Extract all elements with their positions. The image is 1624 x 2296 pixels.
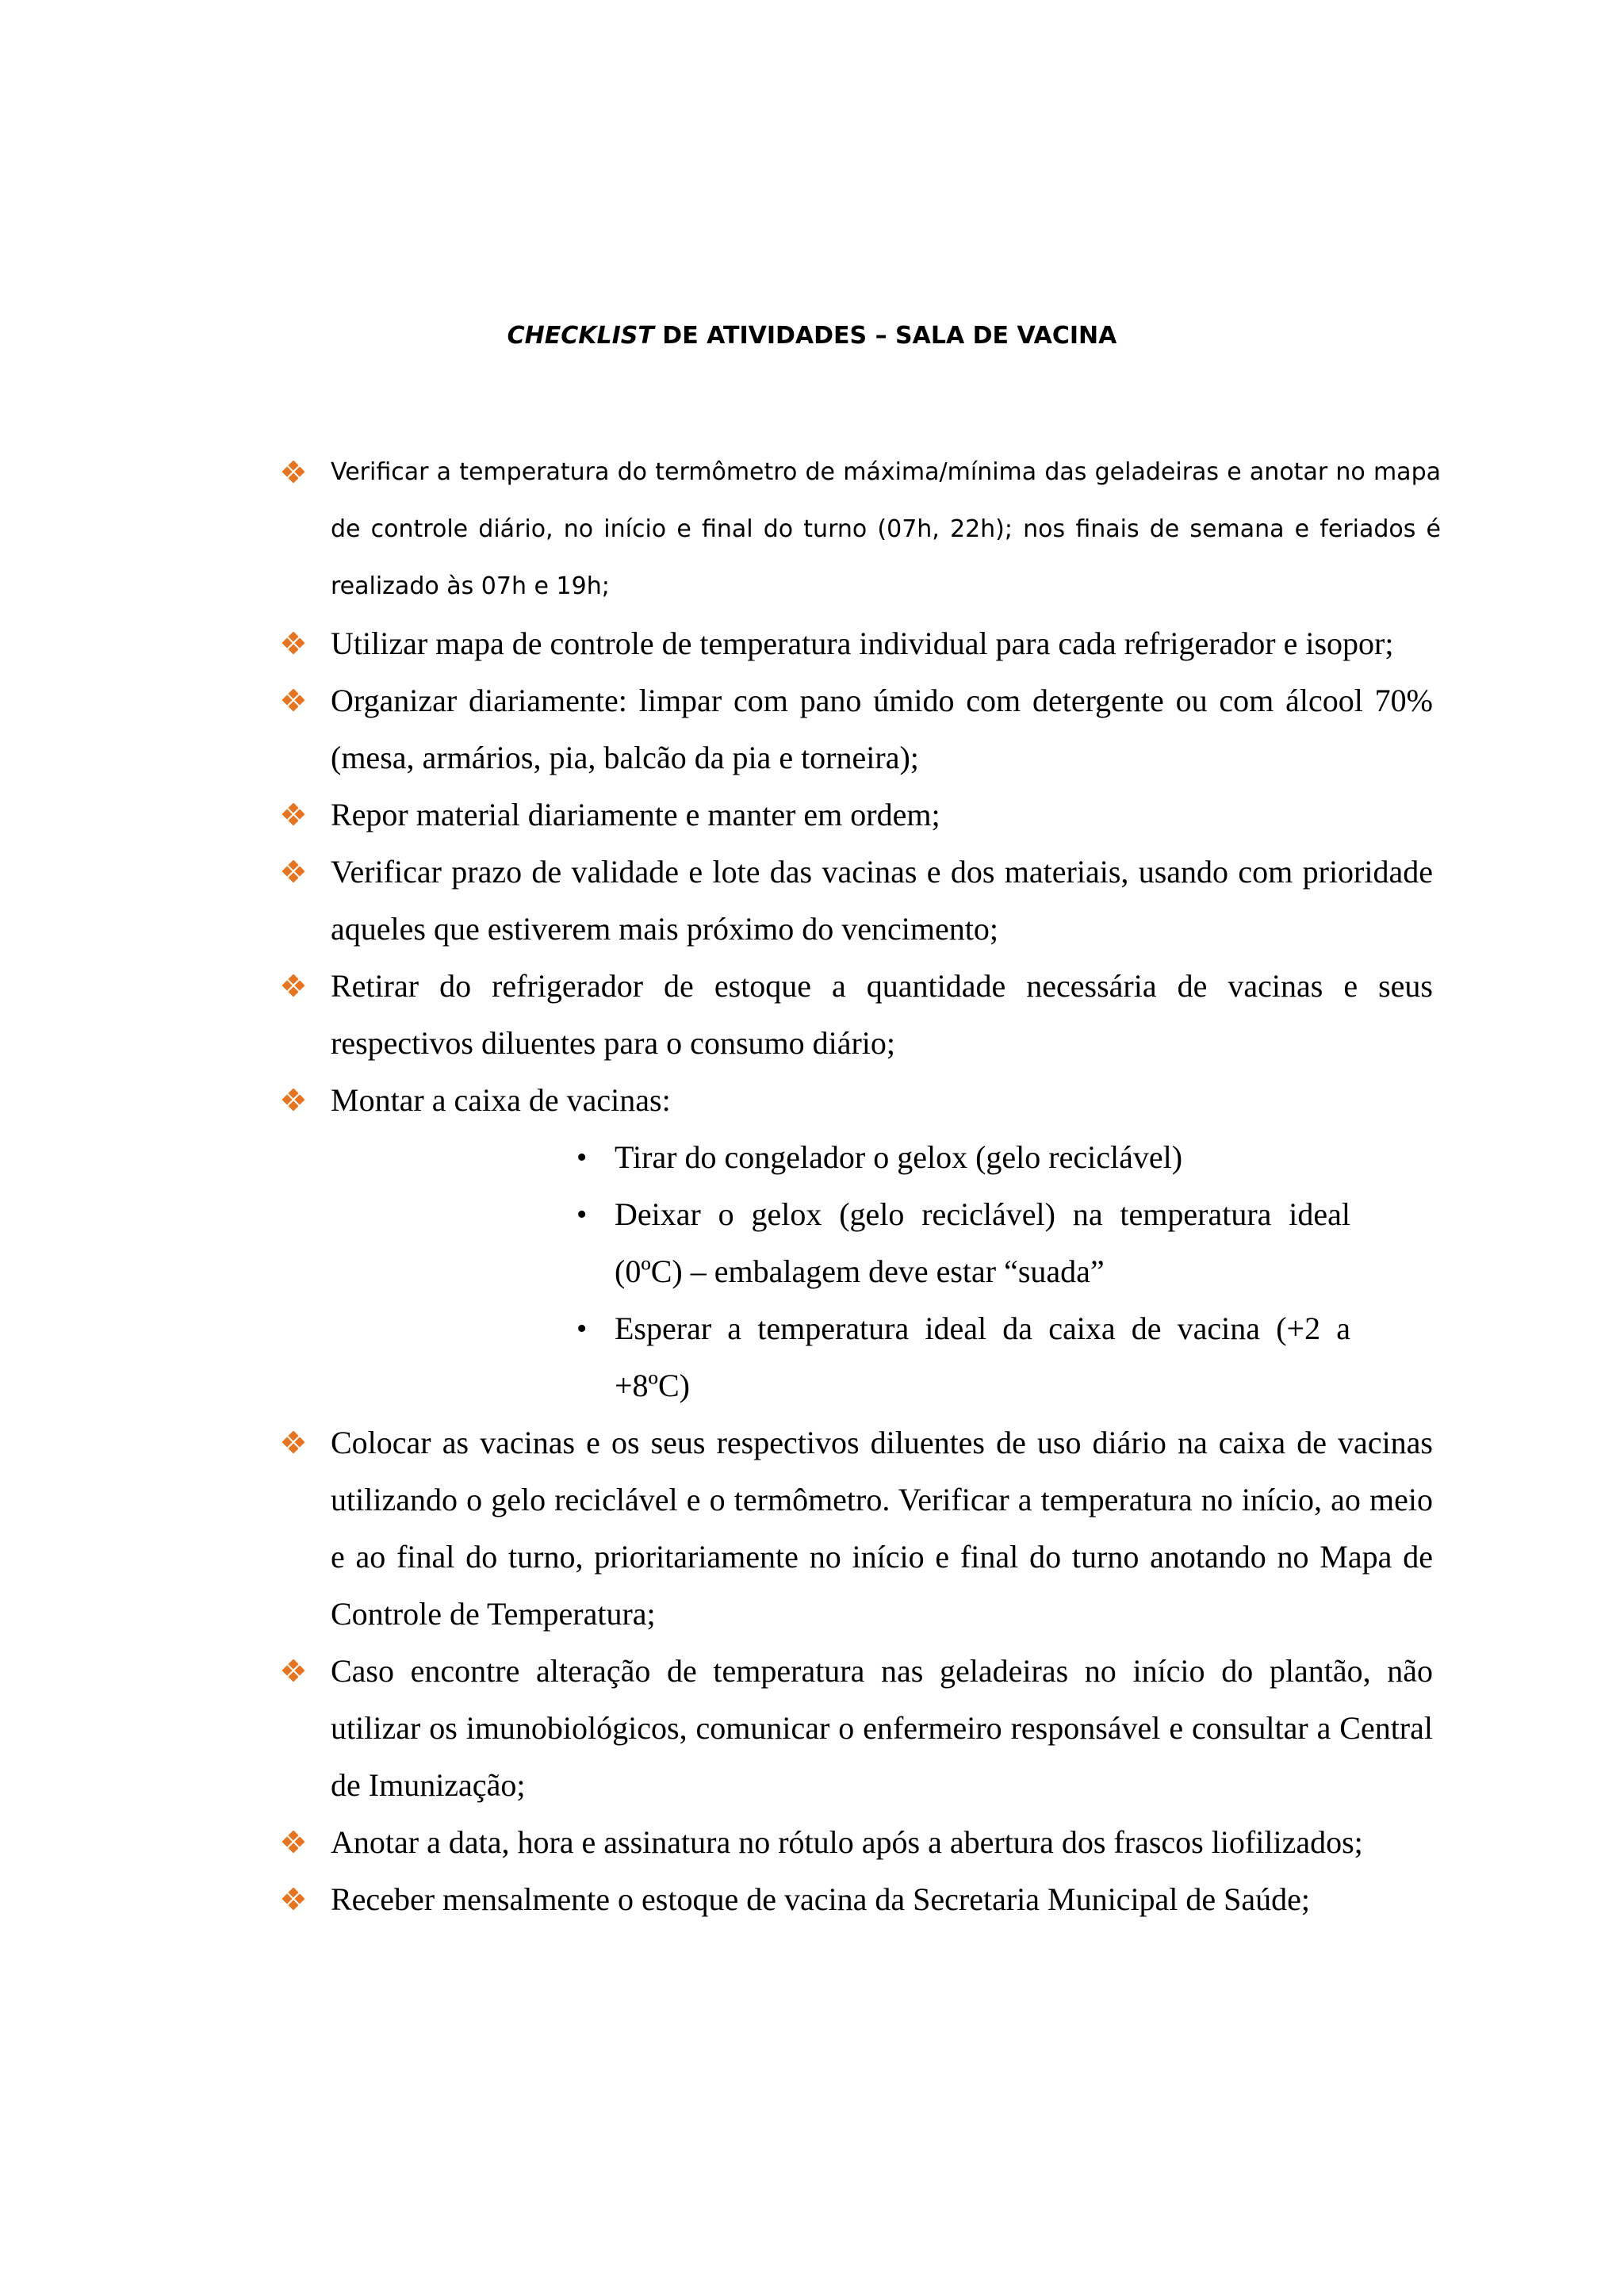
diamond-bullet-shape: [295, 1095, 305, 1105]
checklist-item: [282, 444, 1441, 615]
checklist-item-text: Caso encontre alteração de temperatura nas geladeiras no início do plantão, não utilizar os imunobiológicos, comunicar o enfermeiro responsável e consultar a Central de Imunização;: [331, 1653, 1433, 1803]
sub-list-item: [567, 1129, 1350, 1186]
title-italic: CHECKLIST: [507, 322, 654, 350]
diamond-bullet-shape: [295, 467, 305, 477]
diamond-bullet-shape: [289, 816, 299, 826]
diamond-bullet-icon: [282, 958, 305, 1015]
diamond-bullet-shape: [289, 632, 299, 642]
checklist-item-text: Verificar prazo de validade e lote das vacinas e dos materiais, usando com prioridade aqueles que estiverem mais próximo do vencimento;: [331, 854, 1433, 947]
checklist-item: [282, 672, 1433, 786]
round-bullet-icon: •: [576, 1141, 588, 1174]
diamond-bullet-shape: [282, 467, 293, 477]
diamond-bullet-shape: [289, 1444, 299, 1454]
diamond-bullet-shape: [289, 1831, 299, 1841]
diamond-bullet-shape: [295, 867, 305, 877]
diamond-bullet-shape: [289, 1900, 299, 1911]
diamond-bullet-shape: [289, 1089, 299, 1099]
diamond-bullet-shape: [289, 1659, 299, 1670]
diamond-bullet-icon: [282, 1414, 305, 1471]
sub-list: [567, 1129, 1350, 1414]
diamond-bullet-shape: [282, 1095, 293, 1105]
diamond-bullet-shape: [295, 981, 305, 991]
diamond-bullet-shape: [289, 860, 299, 871]
sub-list-item: [567, 1300, 1350, 1414]
diamond-bullet-icon: [282, 1871, 305, 1928]
diamond-bullet-icon: [282, 1072, 305, 1129]
diamond-bullet-shape: [295, 1666, 305, 1676]
diamond-bullet-shape: [289, 803, 299, 813]
diamond-bullet-shape: [289, 461, 299, 471]
diamond-bullet-shape: [282, 981, 293, 991]
diamond-bullet-icon: [282, 786, 305, 844]
checklist-item-text: Receber mensalmente o estoque de vacina da Secretaria Municipal de Saúde;: [331, 1881, 1311, 1917]
checklist-item-text: Colocar as vacinas e os seus respectivos diluentes de uso diário na caixa de vacinas utilizando o gelo reciclável e o termômetro. Verificar a temperatura no início, ao meio e ao final do turno, prioritariamente no início e final do turno anotando no Mapa de Controle de Temperatura;: [331, 1425, 1433, 1632]
round-bullet-icon: •: [576, 1312, 588, 1345]
diamond-bullet-shape: [289, 873, 299, 883]
checklist-item-text: Montar a caixa de vacinas:: [331, 1082, 671, 1118]
diamond-bullet-shape: [295, 1894, 305, 1904]
checklist-item: [282, 1814, 1433, 1871]
checklist-item-text: Retirar do refrigerador de estoque a quantidade necessária de vacinas e seus respectivos diluentes para o consumo diário;: [331, 968, 1433, 1061]
sub-list-item-text: Esperar a temperatura ideal da caixa de vacina (+2 a +8ºC): [615, 1311, 1350, 1403]
diamond-bullet-shape: [289, 645, 299, 655]
diamond-bullet-shape: [282, 1437, 293, 1448]
checklist-item: [282, 1871, 1433, 1928]
diamond-bullet-shape: [282, 1894, 293, 1904]
checklist-item: [282, 1643, 1433, 1814]
checklist-item: [282, 844, 1433, 958]
diamond-bullet-shape: [289, 1672, 299, 1682]
round-bullet-icon: •: [576, 1198, 588, 1231]
sub-list-item-text: Deixar o gelox (gelo reciclável) na temperatura ideal (0ºC) – embalagem deve estar “suada”: [615, 1196, 1350, 1289]
diamond-bullet-icon: [282, 444, 305, 501]
checklist-item-text: Anotar a data, hora e assinatura no rótulo após a abertura dos frascos liofilizados;: [331, 1824, 1363, 1860]
diamond-bullet-shape: [282, 638, 293, 649]
diamond-bullet-shape: [289, 1843, 299, 1854]
diamond-bullet-shape: [289, 473, 299, 484]
checklist-item-text: Utilizar mapa de controle de temperatura individual para cada refrigerador e isopor;: [331, 626, 1394, 661]
diamond-bullet-shape: [282, 867, 293, 877]
checklist: [282, 444, 1441, 1928]
diamond-bullet-shape: [295, 638, 305, 649]
diamond-bullet-shape: [295, 809, 305, 820]
checklist-item-text: Repor material diariamente e manter em ordem;: [331, 797, 940, 832]
diamond-bullet-shape: [282, 1837, 293, 1847]
page-title: [0, 322, 1624, 350]
diamond-bullet-shape: [282, 1666, 293, 1676]
diamond-bullet-shape: [282, 695, 293, 706]
diamond-bullet-shape: [295, 695, 305, 706]
checklist-item-text: Organizar diariamente: limpar com pano úmido com detergente ou com álcool 70% (mesa, armários, pia, balcão da pia e torneira);: [331, 683, 1433, 775]
diamond-bullet-shape: [289, 1888, 299, 1898]
checklist-item: [282, 615, 1433, 672]
diamond-bullet-shape: [289, 1431, 299, 1441]
checklist-item: [282, 958, 1433, 1072]
diamond-bullet-shape: [289, 987, 299, 997]
checklist-item: [282, 1072, 1433, 1129]
checklist-item-text: Verificar a temperatura do termômetro de máxima/mínima das geladeiras e anotar no mapa de controle diário, no início e final do turno (07h, 22h); nos finais de semana e feriados é realizado às 07h e 19h;: [331, 458, 1441, 600]
title-rest: DE ATIVIDADES – SALA DE VACINA: [653, 322, 1117, 350]
diamond-bullet-shape: [289, 702, 299, 712]
diamond-bullet-shape: [289, 1101, 299, 1112]
diamond-bullet-shape: [295, 1837, 305, 1847]
sub-list-item-text: Tirar do congelador o gelox (gelo reciclável): [615, 1139, 1183, 1175]
checklist-item: [282, 786, 1433, 844]
diamond-bullet-shape: [289, 974, 299, 985]
diamond-bullet-shape: [295, 1437, 305, 1448]
diamond-bullet-shape: [282, 809, 293, 820]
diamond-bullet-icon: [282, 1643, 305, 1700]
checklist-item: [282, 1414, 1433, 1643]
diamond-bullet-icon: [282, 672, 305, 729]
diamond-bullet-icon: [282, 844, 305, 901]
diamond-bullet-icon: [282, 1814, 305, 1871]
diamond-bullet-icon: [282, 615, 305, 672]
diamond-bullet-shape: [289, 689, 299, 699]
sub-list-item: [567, 1186, 1350, 1300]
